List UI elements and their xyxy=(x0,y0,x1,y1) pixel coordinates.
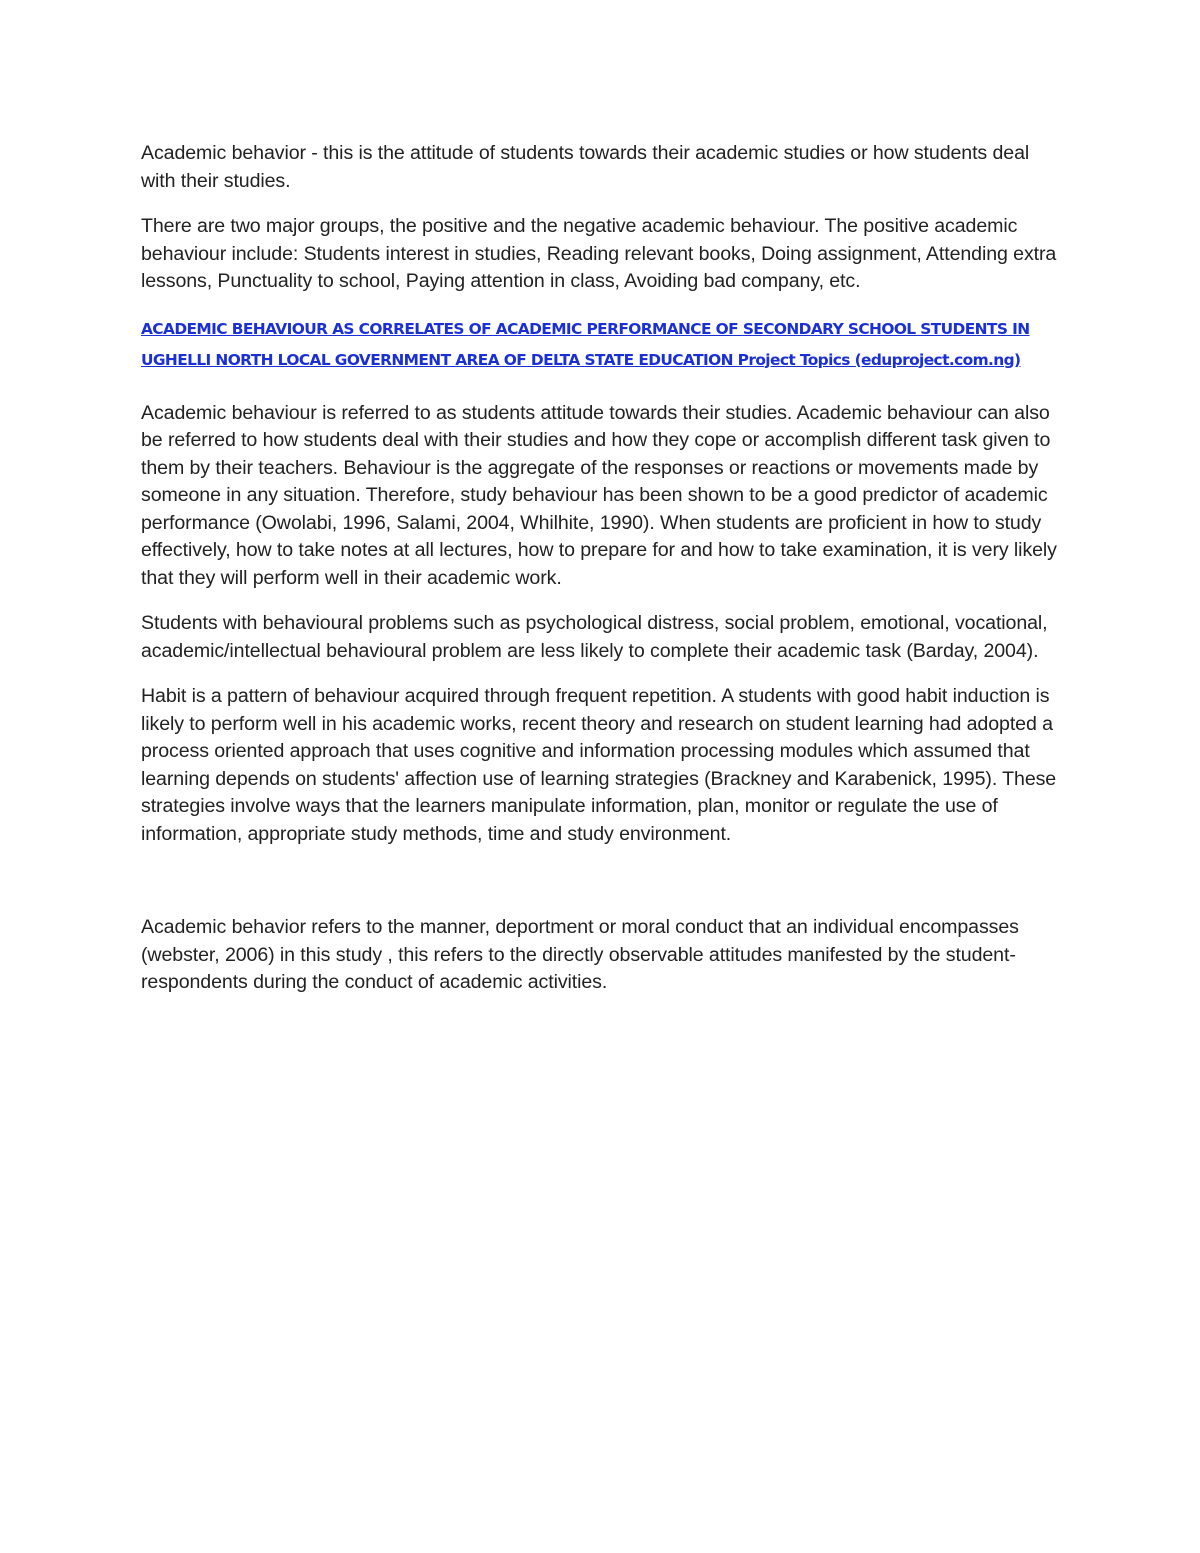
paragraph-definition: Academic behavior - this is the attitude of students towards their academic studies or how students deal with their studies. xyxy=(141,142,1030,192)
document-body xyxy=(141,140,1063,1015)
paragraph-behavioural-problems: Students with behavioural problems such as psychological distress, social problem, emotional, vocational, academic/intellectual behavioural problem are less likely to complete their academic task (Barday, 2004). xyxy=(141,612,1048,662)
paragraph-study-behaviour: Academic behaviour is referred to as students attitude towards their studies. Academic behaviour can also be referred to how students deal with their studies and how they cope or accomplish different task given to them by their teachers. Behaviour is the aggregate of the responses or reactions or movements made by someone in any situation. Therefore, study behaviour has been shown to be a good predictor of academic performance (Owolabi, 1996, Salami, 2004, Whilhite, 1990). When students are proficient in how to study effectively, how to take notes at all lectures, how to prepare for and how to take examination, it is very likely that they will perform well in their academic work. xyxy=(141,401,1057,589)
paragraph-groups: There are two major groups, the positive and the negative academic behaviour. The positive academic behaviour include: Students interest in studies, Reading relevant books, Doing assignment, Attending extra lessons, Punctuality to school, Paying attention in class, Avoiding bad company, etc. xyxy=(141,215,1057,292)
paragraph-habit: Habit is a pattern of behaviour acquired through frequent repetition. A students with good habit induction is likely to perform well in his academic works, recent theory and research on student learning had adopted a process oriented approach that uses cognitive and information processing modules which assumed that learning depends on students' affection use of learning strategies (Brackney and Karabenick, 1995). These strategies involve ways that the learners manipulate information, plan, monitor or regulate the use of information, appropriate study methods, time and study environment. xyxy=(141,685,1057,845)
reference-link-block xyxy=(141,314,1063,376)
blank-line xyxy=(141,866,1063,914)
paragraph-conduct: Academic behavior refers to the manner, deportment or moral conduct that an individual encompasses (webster, 2006) in this study , this refers to the directly observable attitudes manifested by the student-respondents during the conduct of academic activities. xyxy=(141,916,1019,993)
reference-link[interactable]: ACADEMIC BEHAVIOUR AS CORRELATES OF ACADEMIC PERFORMANCE OF SECONDARY SCHOOL STUDENTS IN UGHELLI NORTH LOCAL GOVERNMENT AREA OF DELTA STATE EDUCATION Project Topics (eduproject.com.ng) xyxy=(141,319,1030,369)
